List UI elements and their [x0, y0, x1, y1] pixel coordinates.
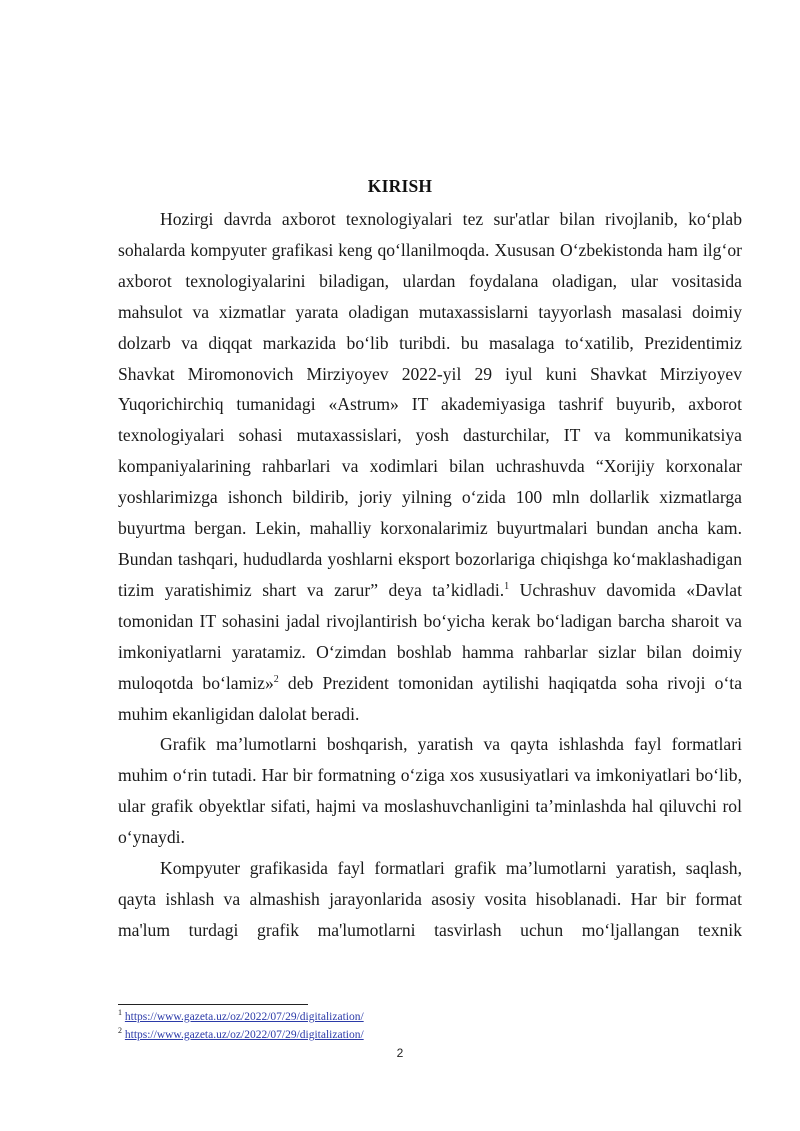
- footnote-ref-1[interactable]: 1: [504, 581, 510, 593]
- paragraph-3: Kompyuter grafikasida fayl formatlari grafik ma’lumotlarni yaratish, saqlash, qayta ishlash va almashish jarayonlarida asosiy vosita hisoblanadi. Har bir format ma'lum turdagi grafik ma'lumotlarni tasvirlash uchun mo‘ljallangan texnik: [118, 858, 742, 940]
- paragraph-1: [118, 204, 742, 729]
- footnote-1: [118, 1010, 364, 1024]
- footnote-2-number: 2: [118, 1026, 122, 1036]
- paragraph-1-text-c: deb Prezident tomonidan aytilishi haqiqatda soha rivoji o‘ta muhim ekanligidan dalolat beradi.: [118, 672, 743, 724]
- footnote-1-link[interactable]: https://www.gazeta.uz/oz/2022/07/29/digitalization/: [124, 1011, 364, 1023]
- paragraph-1-text-a: Hozirgi davrda axborot texnologiyalari tez sur'atlar bilan rivojlanib, ko‘plab sohalarda kompyuter grafikasi keng qo‘llanilmoqda. Xususan O‘zbekistonda ham ilg‘or axborot texnologiyalarini biladigan, ulardan foydalana oladigan, ular vositasida mahsulot va xizmatlar yarata oladigan mutaxassislarni tayyorlash masalasi doimiy dolzarb va diqqat markazida bo‘lib turibdi. bu masalaga to‘xatilib, Prezidentimiz Shavkat Miromonovich Mirziyoyev 2022-yil 29 iyul kuni Shavkat Mirziyoyev Yuqorichirchiq tumanidagi «Astrum» IT akademiyasiga tashrif buyurib, axborot texnologiyalari sohasi mutaxassislari, yosh dasturchilar, IT va kommunikatsiya kompaniyalarining rahbarlari va xodimlari bilan uchrashuvda “Xorijiy korxonalar yoshlarimizga ishonch bildirib, joriy yilning o‘zida 100 mln dollarlik xizmatlarga buyurtma bergan. Lekin, mahalliy korxonalarimiz buyurtmalari bundan ancha kam. Bundan tashqari, hududlarda yoshlarni eksport bozorlariga chiqishga ko‘maklashadigan tizim yaratishimiz shart va zarur” deya ta’kidladi.: [118, 209, 742, 600]
- footnote-1-number: 1: [118, 1008, 122, 1018]
- footnote-ref-2[interactable]: 2: [273, 673, 279, 685]
- footnote-separator: [118, 1004, 308, 1005]
- body-text: [118, 204, 742, 946]
- footnote-2: [118, 1028, 364, 1042]
- page-title: KIRISH: [367, 176, 433, 196]
- paragraph-1-text-b: Uchrashuv davomida «Davlat tomonidan IT sohasini jadal rivojlantirish bo‘yicha kerak bo‘ladigan barcha sharoit va imkoniyatlarni yaratamiz. O‘zimdan boshlab hamma rahbarlar sizlar bilan doimiy muloqotda bo‘lamiz»: [118, 579, 742, 693]
- paragraph-2: Grafik ma’lumotlarni boshqarish, yaratish va qayta ishlashda fayl formatlari muhim o‘rin tutadi. Har bir formatning o‘ziga xos xususiyatlari va imkoniyatlari bo‘lib, ular grafik obyektlar sifati, hajmi va moslashuvchanligini ta’minlashda hal qiluvchi rol o‘ynaydi.: [118, 734, 742, 848]
- page-number: 2: [396, 1046, 404, 1060]
- footnote-2-link[interactable]: https://www.gazeta.uz/oz/2022/07/29/digitalization/: [124, 1029, 364, 1041]
